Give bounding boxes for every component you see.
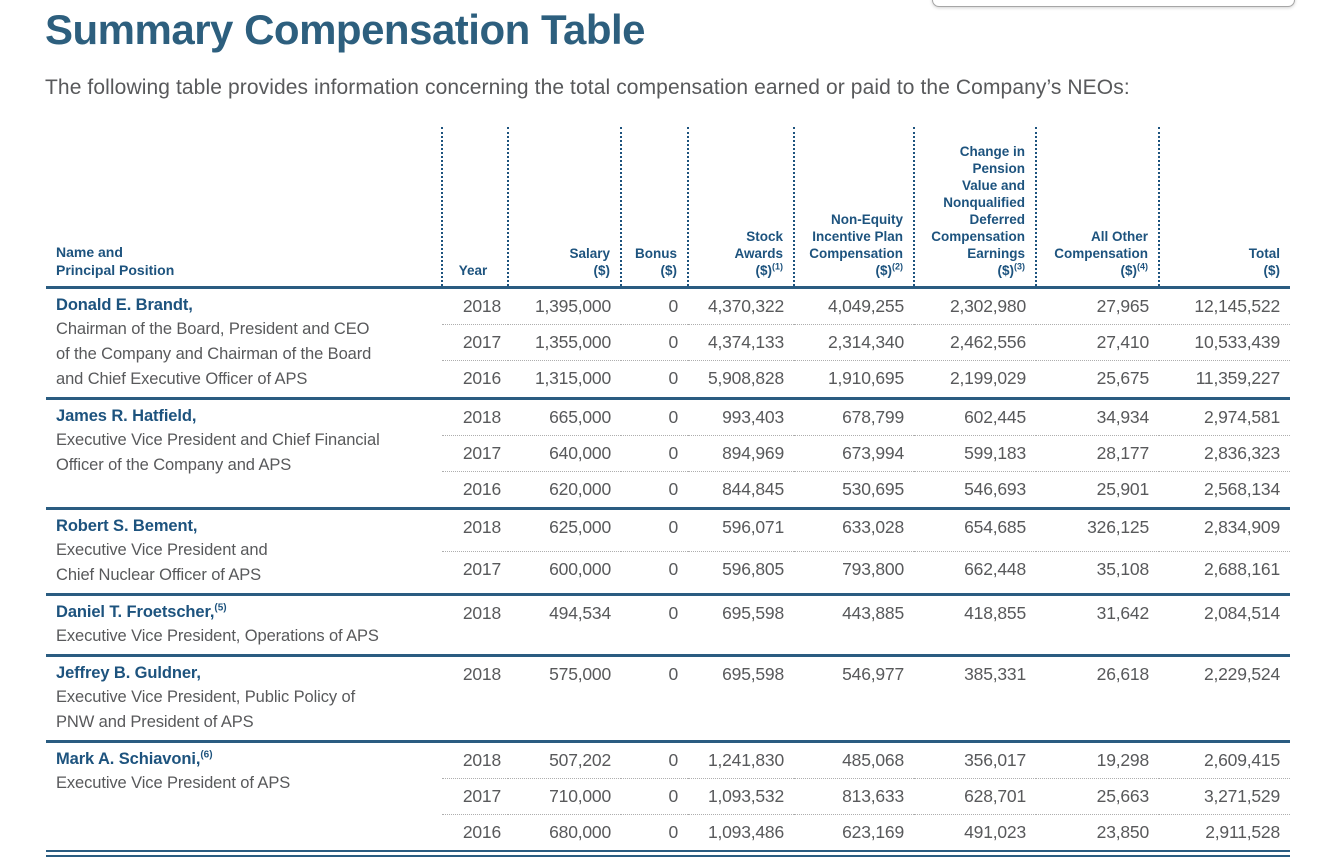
total-cell: 2,568,134: [1159, 471, 1290, 508]
executive-name-text: Donald E. Brandt,: [56, 295, 193, 314]
executive-name-cell: [46, 398, 442, 508]
pension-cell: 602,445: [964, 406, 1026, 427]
header-line-text: ($): [755, 262, 772, 278]
bonus-cell: 0: [668, 516, 678, 537]
total-cell: 2,084,514: [1203, 602, 1280, 623]
header-line: Compensation: [1054, 245, 1148, 261]
header-line: [915, 262, 1025, 279]
salary-cell: 680,000: [508, 814, 621, 853]
header-line: Compensation: [931, 228, 1025, 244]
executive-block: [46, 508, 1290, 594]
header-line: Nonqualified: [943, 194, 1025, 210]
bonus-cell: 0: [621, 778, 688, 814]
total-cell: 2,974,581: [1203, 406, 1280, 427]
pension-cell: 2,199,029: [914, 361, 1036, 398]
executive-name-text: Daniel T. Froetscher,: [56, 602, 215, 621]
browser-findbar-remnant: [932, 0, 1295, 7]
header-line: Deferred: [969, 211, 1025, 227]
executive-position: [56, 685, 434, 735]
non-equity-cell: 673,994: [794, 435, 914, 471]
stock-cell: 695,598: [722, 663, 784, 684]
column-header-all_other: [1036, 127, 1159, 287]
bonus-cell: 0: [668, 406, 678, 427]
table-header: [46, 127, 1290, 287]
position-line: Executive Vice President and Chief Financial: [56, 430, 380, 449]
header-line-text: ($): [1120, 262, 1137, 278]
year-cell: 2018: [462, 516, 501, 537]
pension-cell: 385,331: [964, 663, 1026, 684]
bonus-cell: 0: [668, 663, 678, 684]
header-line: Salary: [569, 245, 610, 261]
executive-name-cell: [46, 741, 442, 853]
pension-cell: 418,855: [964, 602, 1026, 623]
non-equity-cell: 813,633: [794, 778, 914, 814]
non-equity-cell: 4,049,255: [827, 295, 904, 316]
header-line: ($): [660, 262, 677, 278]
intro-text: The following table provides information concerning the total compensation earned or paid to the Company’s NEOs:: [45, 76, 1130, 100]
executive-position: [56, 771, 434, 796]
header-line: Name and: [56, 243, 123, 260]
header-line: Incentive Plan: [812, 228, 903, 244]
total-cell: 3,271,529: [1159, 778, 1290, 814]
salary-cell: 620,000: [508, 471, 621, 508]
all-other-cell: 25,663: [1036, 778, 1159, 814]
executive-position: [56, 624, 434, 649]
position-line: Executive Vice President and: [56, 540, 268, 559]
pension-cell: 356,017: [964, 749, 1026, 770]
non-equity-cell: 485,068: [842, 749, 904, 770]
executive-name-text: Jeffrey B. Guldner,: [56, 663, 201, 682]
bonus-cell: 0: [668, 295, 678, 316]
year-cell: 2017: [442, 435, 508, 471]
year-cell: 2017: [442, 778, 508, 814]
salary-cell: 494,534: [549, 602, 611, 623]
non-equity-cell: 530,695: [794, 471, 914, 508]
executive-name-text: Mark A. Schiavoni,: [56, 749, 201, 768]
all-other-cell: 25,901: [1036, 471, 1159, 508]
compensation-row: [46, 741, 1290, 778]
salary-cell: 507,202: [549, 749, 611, 770]
page-title: Summary Compensation Table: [45, 6, 646, 53]
year-cell: 2018: [462, 295, 501, 316]
executive-block: [46, 398, 1290, 508]
pension-cell: 654,685: [964, 516, 1026, 537]
header-line-text: ($): [997, 262, 1014, 278]
header-line: ($): [1263, 262, 1280, 278]
all-other-cell: 28,177: [1036, 435, 1159, 471]
bonus-cell: 0: [621, 435, 688, 471]
salary-cell: 625,000: [549, 516, 611, 537]
executive-block: [46, 594, 1290, 655]
position-line: Executive Vice President of APS: [56, 773, 291, 792]
position-line: Executive Vice President, Public Policy of: [56, 687, 356, 706]
position-line: of the Company and Chairman of the Board: [56, 344, 372, 363]
year-cell: 2016: [442, 814, 508, 853]
executive-name-text: Robert S. Bement,: [56, 516, 198, 535]
all-other-cell: 31,642: [1096, 602, 1149, 623]
column-header-stock: [688, 127, 794, 287]
executive-name: [56, 748, 434, 771]
stock-cell: 844,845: [688, 471, 794, 508]
column-header-salary: [508, 127, 621, 287]
pension-cell: 599,183: [914, 435, 1036, 471]
executive-name-cell: [46, 655, 442, 741]
column-header-non_equity: [794, 127, 914, 287]
header-line: Non-Equity: [831, 211, 903, 227]
header-line: Principal Position: [56, 261, 175, 278]
header-line: Compensation: [809, 245, 903, 261]
header-line: Awards: [734, 245, 783, 261]
all-other-cell: 19,298: [1096, 749, 1149, 770]
bonus-cell: 0: [621, 471, 688, 508]
pension-cell: 546,693: [914, 471, 1036, 508]
header-line: Change in: [959, 143, 1025, 159]
header-line-text: ($): [875, 262, 892, 278]
executive-name-cell: [46, 287, 442, 398]
header-line: Bonus: [635, 245, 677, 261]
compensation-row: [46, 594, 1290, 655]
year-cell: 2016: [442, 471, 508, 508]
compensation-row: [46, 655, 1290, 741]
stock-cell: 4,370,322: [707, 295, 784, 316]
footnote-ref: (2): [892, 261, 903, 272]
table-header-row: [46, 127, 1290, 287]
footnote-ref: (3): [1014, 261, 1025, 272]
non-equity-cell: 623,169: [794, 814, 914, 853]
pension-cell: 2,302,980: [949, 295, 1026, 316]
total-cell: 11,359,227: [1159, 361, 1290, 398]
salary-cell: 600,000: [508, 551, 621, 594]
executive-name: [56, 601, 434, 624]
column-header-name: [46, 127, 442, 287]
non-equity-cell: 546,977: [842, 663, 904, 684]
non-equity-cell: 2,314,340: [794, 325, 914, 361]
bonus-cell: 0: [621, 325, 688, 361]
stock-cell: 1,093,532: [688, 778, 794, 814]
column-header-bonus: [621, 127, 688, 287]
footnote-ref: (1): [772, 261, 783, 272]
stock-cell: 1,241,830: [707, 749, 784, 770]
stock-cell: 596,071: [722, 516, 784, 537]
pension-cell: 491,023: [914, 814, 1036, 853]
executive-name-text: James R. Hatfield,: [56, 406, 197, 425]
position-line: Officer of the Company and APS: [56, 455, 292, 474]
header-line: Year: [458, 262, 488, 278]
year-cell: 2018: [462, 663, 501, 684]
bonus-cell: 0: [668, 749, 678, 770]
column-header-pension: [914, 127, 1036, 287]
header-line: ($): [593, 262, 610, 278]
position-line: PNW and President of APS: [56, 712, 254, 731]
stock-cell: 993,403: [722, 406, 784, 427]
year-cell: 2018: [462, 602, 501, 623]
executive-name: [56, 405, 434, 428]
total-cell: 2,836,323: [1159, 435, 1290, 471]
year-cell: 2017: [442, 325, 508, 361]
total-cell: 2,911,528: [1159, 814, 1290, 853]
header-line: Pension: [972, 160, 1025, 176]
salary-cell: 575,000: [549, 663, 611, 684]
executive-name-cell: [46, 594, 442, 655]
salary-cell: 710,000: [508, 778, 621, 814]
total-cell: 10,533,439: [1159, 325, 1290, 361]
year-cell: 2018: [462, 406, 501, 427]
header-line: Stock: [746, 228, 783, 244]
year-cell: 2018: [462, 749, 501, 770]
header-line: All Other: [1090, 228, 1148, 244]
stock-cell: 894,969: [688, 435, 794, 471]
stock-cell: 596,805: [688, 551, 794, 594]
header-line: [795, 262, 903, 279]
column-header-total: [1159, 127, 1290, 287]
header-line: Earnings: [967, 245, 1025, 261]
all-other-cell: 23,850: [1036, 814, 1159, 853]
salary-cell: 1,355,000: [508, 325, 621, 361]
stock-cell: 5,908,828: [688, 361, 794, 398]
compensation-row: [46, 398, 1290, 435]
executive-position: [56, 538, 434, 588]
stock-cell: 1,093,486: [688, 814, 794, 853]
year-cell: 2016: [442, 361, 508, 398]
compensation-row: [46, 508, 1290, 551]
non-equity-cell: 633,028: [842, 516, 904, 537]
footnote-ref: (5): [214, 602, 227, 614]
summary-compensation-table: [46, 127, 1290, 857]
executive-name-cell: [46, 508, 442, 594]
position-line: Chairman of the Board, President and CEO: [56, 319, 370, 338]
all-other-cell: 34,934: [1096, 406, 1149, 427]
position-line: Executive Vice President, Operations of APS: [56, 626, 379, 645]
non-equity-cell: 793,800: [794, 551, 914, 594]
executive-name: [56, 294, 434, 317]
non-equity-cell: 1,910,695: [794, 361, 914, 398]
header-line: Total: [1248, 245, 1280, 261]
compensation-row: [46, 287, 1290, 324]
all-other-cell: 27,410: [1036, 325, 1159, 361]
salary-cell: 1,315,000: [508, 361, 621, 398]
salary-cell: 665,000: [549, 406, 611, 427]
total-cell: 12,145,522: [1194, 295, 1280, 316]
header-line: Value and: [961, 177, 1025, 193]
executive-position: [56, 317, 434, 392]
stock-cell: 4,374,133: [688, 325, 794, 361]
non-equity-cell: 443,885: [842, 602, 904, 623]
non-equity-cell: 678,799: [842, 406, 904, 427]
header-line: [689, 262, 783, 279]
bonus-cell: 0: [668, 602, 678, 623]
executive-block: [46, 741, 1290, 853]
total-cell: 2,609,415: [1203, 749, 1280, 770]
bonus-cell: 0: [621, 814, 688, 853]
position-line: Chief Nuclear Officer of APS: [56, 565, 262, 584]
year-cell: 2017: [442, 551, 508, 594]
total-cell: 2,834,909: [1203, 516, 1280, 537]
pension-cell: 2,462,556: [914, 325, 1036, 361]
all-other-cell: 27,965: [1096, 295, 1149, 316]
total-cell: 2,688,161: [1159, 551, 1290, 594]
all-other-cell: 26,618: [1096, 663, 1149, 684]
stock-cell: 695,598: [722, 602, 784, 623]
footnote-ref: (6): [200, 749, 213, 761]
position-line: and Chief Executive Officer of APS: [56, 369, 308, 388]
salary-cell: 1,395,000: [534, 295, 611, 316]
pension-cell: 662,448: [914, 551, 1036, 594]
total-cell: 2,229,524: [1203, 663, 1280, 684]
pension-cell: 628,701: [914, 778, 1036, 814]
bonus-cell: 0: [621, 361, 688, 398]
executive-name: [56, 662, 434, 685]
bonus-cell: 0: [621, 551, 688, 594]
all-other-cell: 326,125: [1087, 516, 1149, 537]
header-line: [1037, 262, 1148, 279]
all-other-cell: 35,108: [1036, 551, 1159, 594]
footnote-ref: (4): [1137, 261, 1148, 272]
column-header-year: [442, 127, 508, 287]
all-other-cell: 25,675: [1036, 361, 1159, 398]
salary-cell: 640,000: [508, 435, 621, 471]
executive-block: [46, 655, 1290, 741]
executive-name: [56, 515, 434, 538]
executive-position: [56, 428, 434, 478]
executive-block: [46, 287, 1290, 398]
